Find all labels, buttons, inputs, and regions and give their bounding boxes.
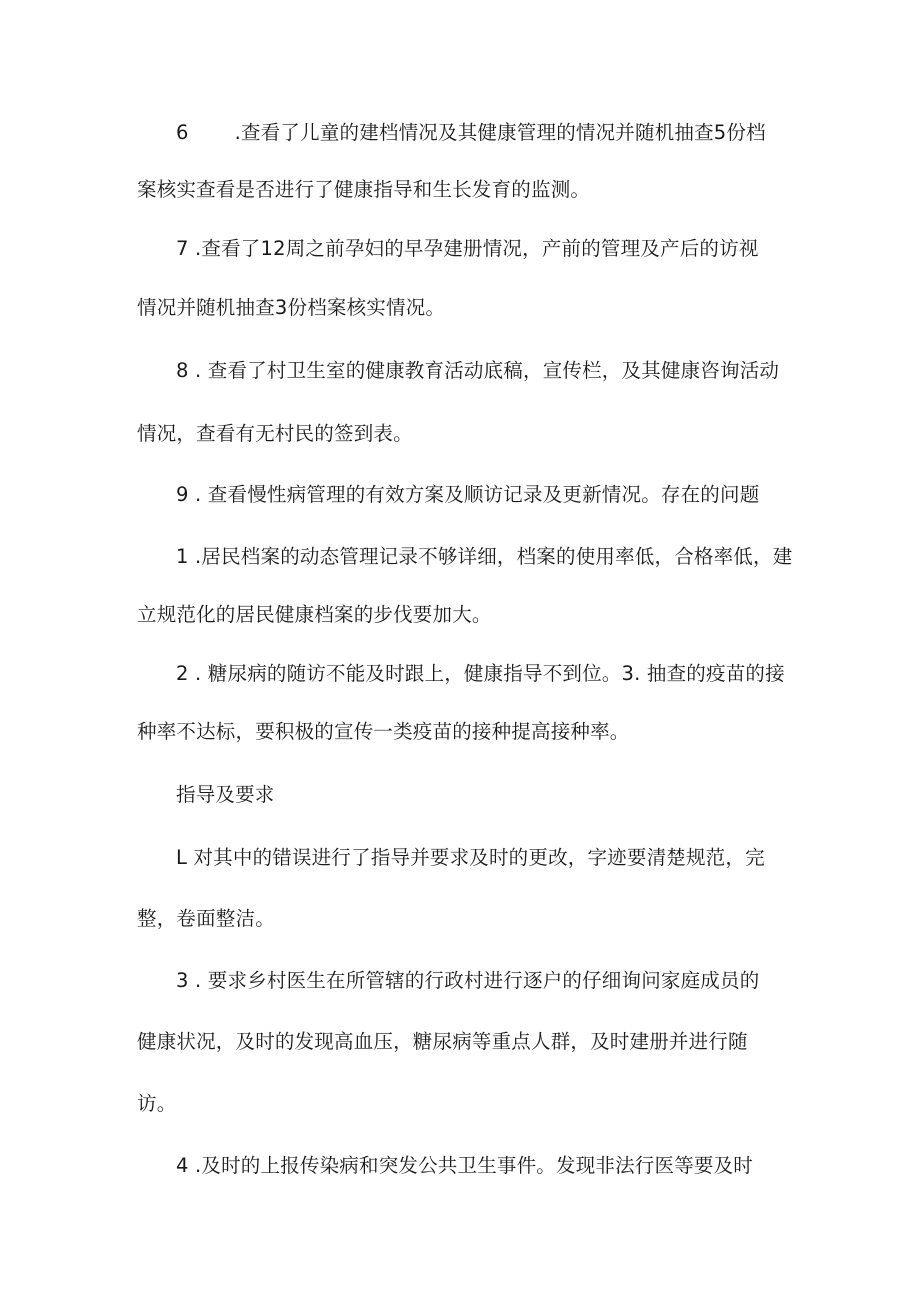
problem-2-line-2: 种率不达标，要积极的宣传一类疫苗的接种提高接种率。 [137, 720, 630, 743]
requirement-3-line-1: 3 . 要求乡村医生在所管辖的行政村进行逐户的仔细询问家庭成员的 [176, 969, 760, 992]
paragraph-6-line-2: 案核实查看是否进行了健康指导和生长发育的监测。 [137, 178, 591, 201]
paragraph-8-line-1: 8 . 查看了村卫生室的健康教育活动底稿，宣传栏，及其健康咨询活动 [176, 359, 780, 382]
paragraph-text: .查看了儿童的建档情况及其健康管理的情况并随机抽查5份档 [234, 121, 766, 144]
requirement-1-line-2: 整，卷面整洁。 [137, 907, 275, 930]
requirement-4-line-1: 4 .及时的上报传染病和突发公共卫生事件。发现非法行医等要及时 [176, 1154, 754, 1177]
paragraph-7-line-1: 7 .查看了12周之前孕妇的早孕建册情况，产前的管理及产后的访视 [176, 237, 759, 260]
requirement-3-line-3: 访。 [137, 1092, 177, 1115]
paragraph-7-line-2: 情况并随机抽查3份档案核实情况。 [137, 296, 446, 319]
section-heading: 指导及要求 [176, 783, 275, 806]
requirement-3-line-2: 健康状况，及时的发现高血压，糖尿病等重点人群，及时建册并进行随 [137, 1030, 748, 1053]
paragraph-8-line-2: 情况，查看有无村民的签到表。 [137, 422, 413, 445]
problem-1-line-2: 立规范化的居民健康档案的步伐要加大。 [137, 603, 492, 626]
paragraph-9-line-1: 9 . 查看慢性病管理的有效方案及顺访记录及更新情况。存在的问题 [176, 483, 760, 506]
problem-1-line-1: 1 .居民档案的动态管理记录不够详细，档案的使用率低，合格率低，建 [176, 545, 793, 568]
paragraph-6-line-1 [176, 121, 766, 145]
requirement-1-line-1: L 对其中的错误进行了指导并要求及时的更改，字迹要清楚规范，完 [176, 846, 765, 869]
item-number-6: 6 [176, 121, 189, 144]
problem-2-line-1: 2 . 糖尿病的随访不能及时跟上，健康指导不到位。3. 抽查的疫苗的接 [176, 662, 785, 685]
